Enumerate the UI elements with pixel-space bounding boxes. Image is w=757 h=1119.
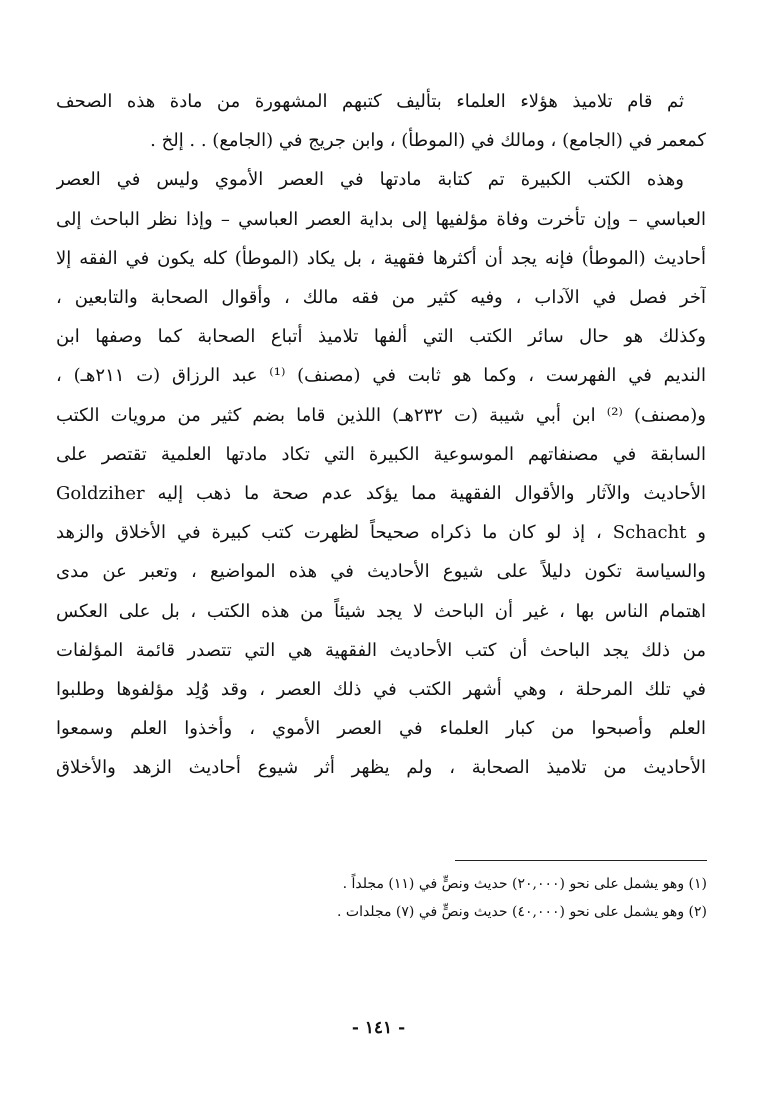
text-line: من ذلك يجد الباحث أن كتب الأحاديث الفقهية هي التي تتصدر قائمة المؤلفات: [56, 639, 706, 661]
text-line: النديم في الفهرست ، وكما هو ثابت في (مصنف) ⁽¹⁾ عبد الرزاق (ت ٢١١هـ) ،: [56, 365, 706, 387]
text-line: كمعمر في (الجامع) ، ومالك في (الموطأ) ، وابن جريج في (الجامع) . . إلخ .: [150, 130, 706, 152]
main-text-block: [56, 82, 706, 788]
text-line: العباسي – وإن تأخرت وفاة مؤلفيها إلى بداية العصر العباسي – وإذا نظر الباحث إلى: [56, 208, 706, 230]
text-line: السابقة في مصنفاتهم الموسوعية الكبيرة التي تكاد مادتها العلمية تقتصر على: [56, 443, 706, 465]
text-line: و(مصنف) ⁽²⁾ ابن أبي شيبة (ت ٢٣٢هـ) اللذين قاما بضم كثير من مرويات الكتب: [56, 404, 706, 426]
text-line: ثم قام تلاميذ هؤلاء العلماء بتأليف كتبهم المشهورة من مادة هذه الصحف: [56, 91, 684, 112]
text-line: وهذه الكتب الكبيرة تم كتابة مادتها في العصر الأموي وليس في العصر: [56, 169, 684, 191]
page-number: - ١٤١ -: [351, 1018, 406, 1038]
text-line: والسياسة تكون دليلاً على شيوع الأحاديث في هذه المواضيع ، وتعبر عن مدى: [56, 561, 706, 583]
text-line: آخر فصل في الآداب ، وفيه كثير من فقه مالك ، وأقوال الصحابة والتابعين ،: [56, 287, 706, 309]
text-line: و Schacht ، إذ لو كان ما ذكراه صحيحاً لظهرت كتب كبيرة في الأخلاق والزهد: [56, 522, 706, 544]
text-line: وكذلك هو حال سائر الكتب التي ألفها تلاميذ أتباع الصحابة كما وصفها ابن: [56, 326, 706, 348]
text-line: الأحاديث والآثار والأقوال الفقهية مما يؤكد عدم صحة ما ذهب إليه Goldziher: [56, 483, 706, 505]
text-line: الأحاديث من تلاميذ الصحابة ، ولم يظهر أثر شيوع أحاديث الزهد والأخلاق: [56, 757, 706, 779]
text-line: في تلك المرحلة ، وهي أشهر الكتب في ذلك العصر ، وقد وُلِد مؤلفوها وطلبوا: [56, 679, 706, 701]
footnotes-block: [200, 870, 707, 926]
footnote-2: (٢) وهو يشمل على نحو (٤٠,٠٠٠) حديث ونصٍّ في (٧) مجلدات .: [336, 904, 707, 920]
text-line: اهتمام الناس بها ، غير أن الباحث لا يجد شيئاً من هذه الكتب ، بل على العكس: [56, 600, 706, 622]
footnote-1: (١) وهو يشمل على نحو (٢٠,٠٠٠) حديث ونصٍّ في (١١) مجلداً .: [342, 876, 707, 892]
text-line: أحاديث (الموطأ) فإنه يجد أن أكثرها فقهية ، بل يكاد (الموطأ) كله يكون في الفقه إلا: [56, 247, 706, 269]
text-line: العلم وأصبحوا من كبار العلماء في العصر الأموي ، وأخذوا العلم وسمعوا: [56, 718, 706, 740]
footnote-divider: [455, 860, 707, 861]
